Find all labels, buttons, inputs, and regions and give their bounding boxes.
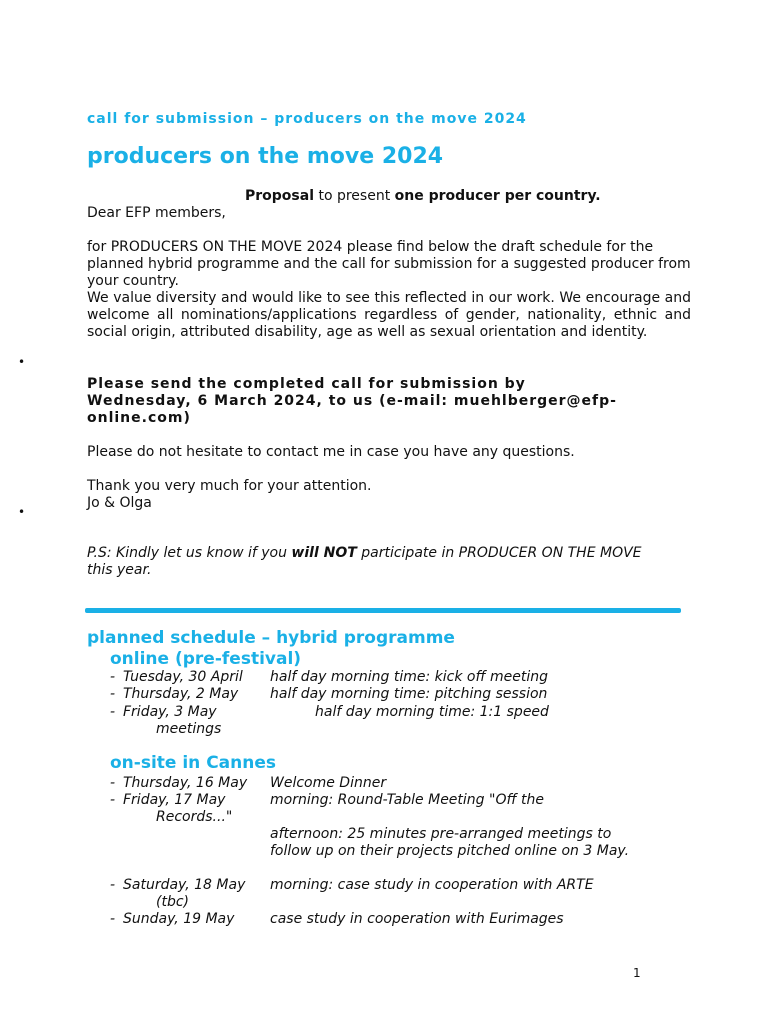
row-date: Sunday, 19 May <box>123 911 235 927</box>
row-dash: - <box>110 775 116 791</box>
proposal-bold-emphasis: one producer per country. <box>394 188 601 204</box>
proposal-mid-text: to present <box>314 188 395 204</box>
row-description-wrap: meetings <box>156 721 222 737</box>
contact-sentence: Please do not hesitate to contact me in case you have any questions. <box>87 444 575 460</box>
ps-text: P.S: Kindly let us know if you <box>87 545 292 561</box>
row-description-afternoon: afternoon: 25 minutes pre-arranged meetings to follow up on their projects pitched online on 3 May. <box>270 826 630 859</box>
row-description: case study in cooperation with Eurimages <box>270 911 564 927</box>
deadline-line: Please send the completed call for submission by <box>87 376 526 392</box>
row-description: half day morning time: kick off meeting <box>270 669 549 685</box>
section-divider <box>85 608 681 613</box>
ps-note <box>87 545 647 579</box>
greeting: Dear EFP members, <box>87 205 226 221</box>
document-title: producers on the move 2024 <box>87 144 444 169</box>
deadline-line: Wednesday, 6 March 2024, to us (e-mail: muehlberger@efp- <box>87 393 617 409</box>
proposal-bold-label: Proposal <box>245 188 315 204</box>
intro-paragraph: for PRODUCERS ON THE MOVE 2024 please find below the draft schedule for the planned hybrid programme and the call for submission for a suggested producer from your country. <box>87 239 691 289</box>
row-dash: - <box>110 877 116 893</box>
row-date: Saturday, 18 May <box>123 877 246 893</box>
row-date: Thursday, 16 May <box>123 775 248 791</box>
row-description: half day morning time: 1:1 speed <box>315 704 549 720</box>
diversity-paragraph: We value diversity and would like to see this reflected in our work. We encourage and welcome all nominations/applications regardless of gender, nationality, ethnic and social origin, attributed disability, age as well as sexual orientation and identity. <box>87 290 691 340</box>
row-date: Tuesday, 30 April <box>123 669 243 685</box>
document-kicker: call for submission – producers on the move 2024 <box>87 111 527 127</box>
row-description: morning: case study in cooperation with ARTE <box>270 877 594 893</box>
row-description: morning: Round-Table Meeting "Off the <box>270 792 544 808</box>
bullet-mark: • <box>18 505 26 519</box>
row-dash: - <box>110 704 116 720</box>
proposal-line <box>245 188 601 204</box>
row-date: Friday, 3 May <box>123 704 217 720</box>
ps-emphasis: will NOT <box>291 545 357 561</box>
row-description-wrap: Records..." <box>156 809 233 825</box>
onsite-heading: on-site in Cannes <box>110 753 277 773</box>
row-date: Friday, 17 May <box>123 792 226 808</box>
schedule-title: planned schedule – hybrid programme <box>87 628 455 648</box>
online-heading: online (pre-festival) <box>110 649 302 669</box>
row-dash: - <box>110 669 116 685</box>
deadline-notice <box>87 376 697 427</box>
ps-text-end: participate in PRODUCER ON THE MOVE this year. <box>87 545 642 578</box>
row-description: half day morning time: pitching session <box>270 686 548 702</box>
signature: Jo & Olga <box>87 495 152 511</box>
thanks-sentence: Thank you very much for your attention. <box>87 478 372 494</box>
row-dash: - <box>110 792 116 808</box>
row-description-wrap: (tbc) <box>156 894 189 910</box>
deadline-line: online.com) <box>87 410 191 426</box>
row-dash: - <box>110 686 116 702</box>
row-date: Thursday, 2 May <box>123 686 239 702</box>
page-number: 1 <box>633 966 641 980</box>
row-dash: - <box>110 911 116 927</box>
bullet-mark: • <box>18 355 26 369</box>
row-description: Welcome Dinner <box>270 775 387 791</box>
